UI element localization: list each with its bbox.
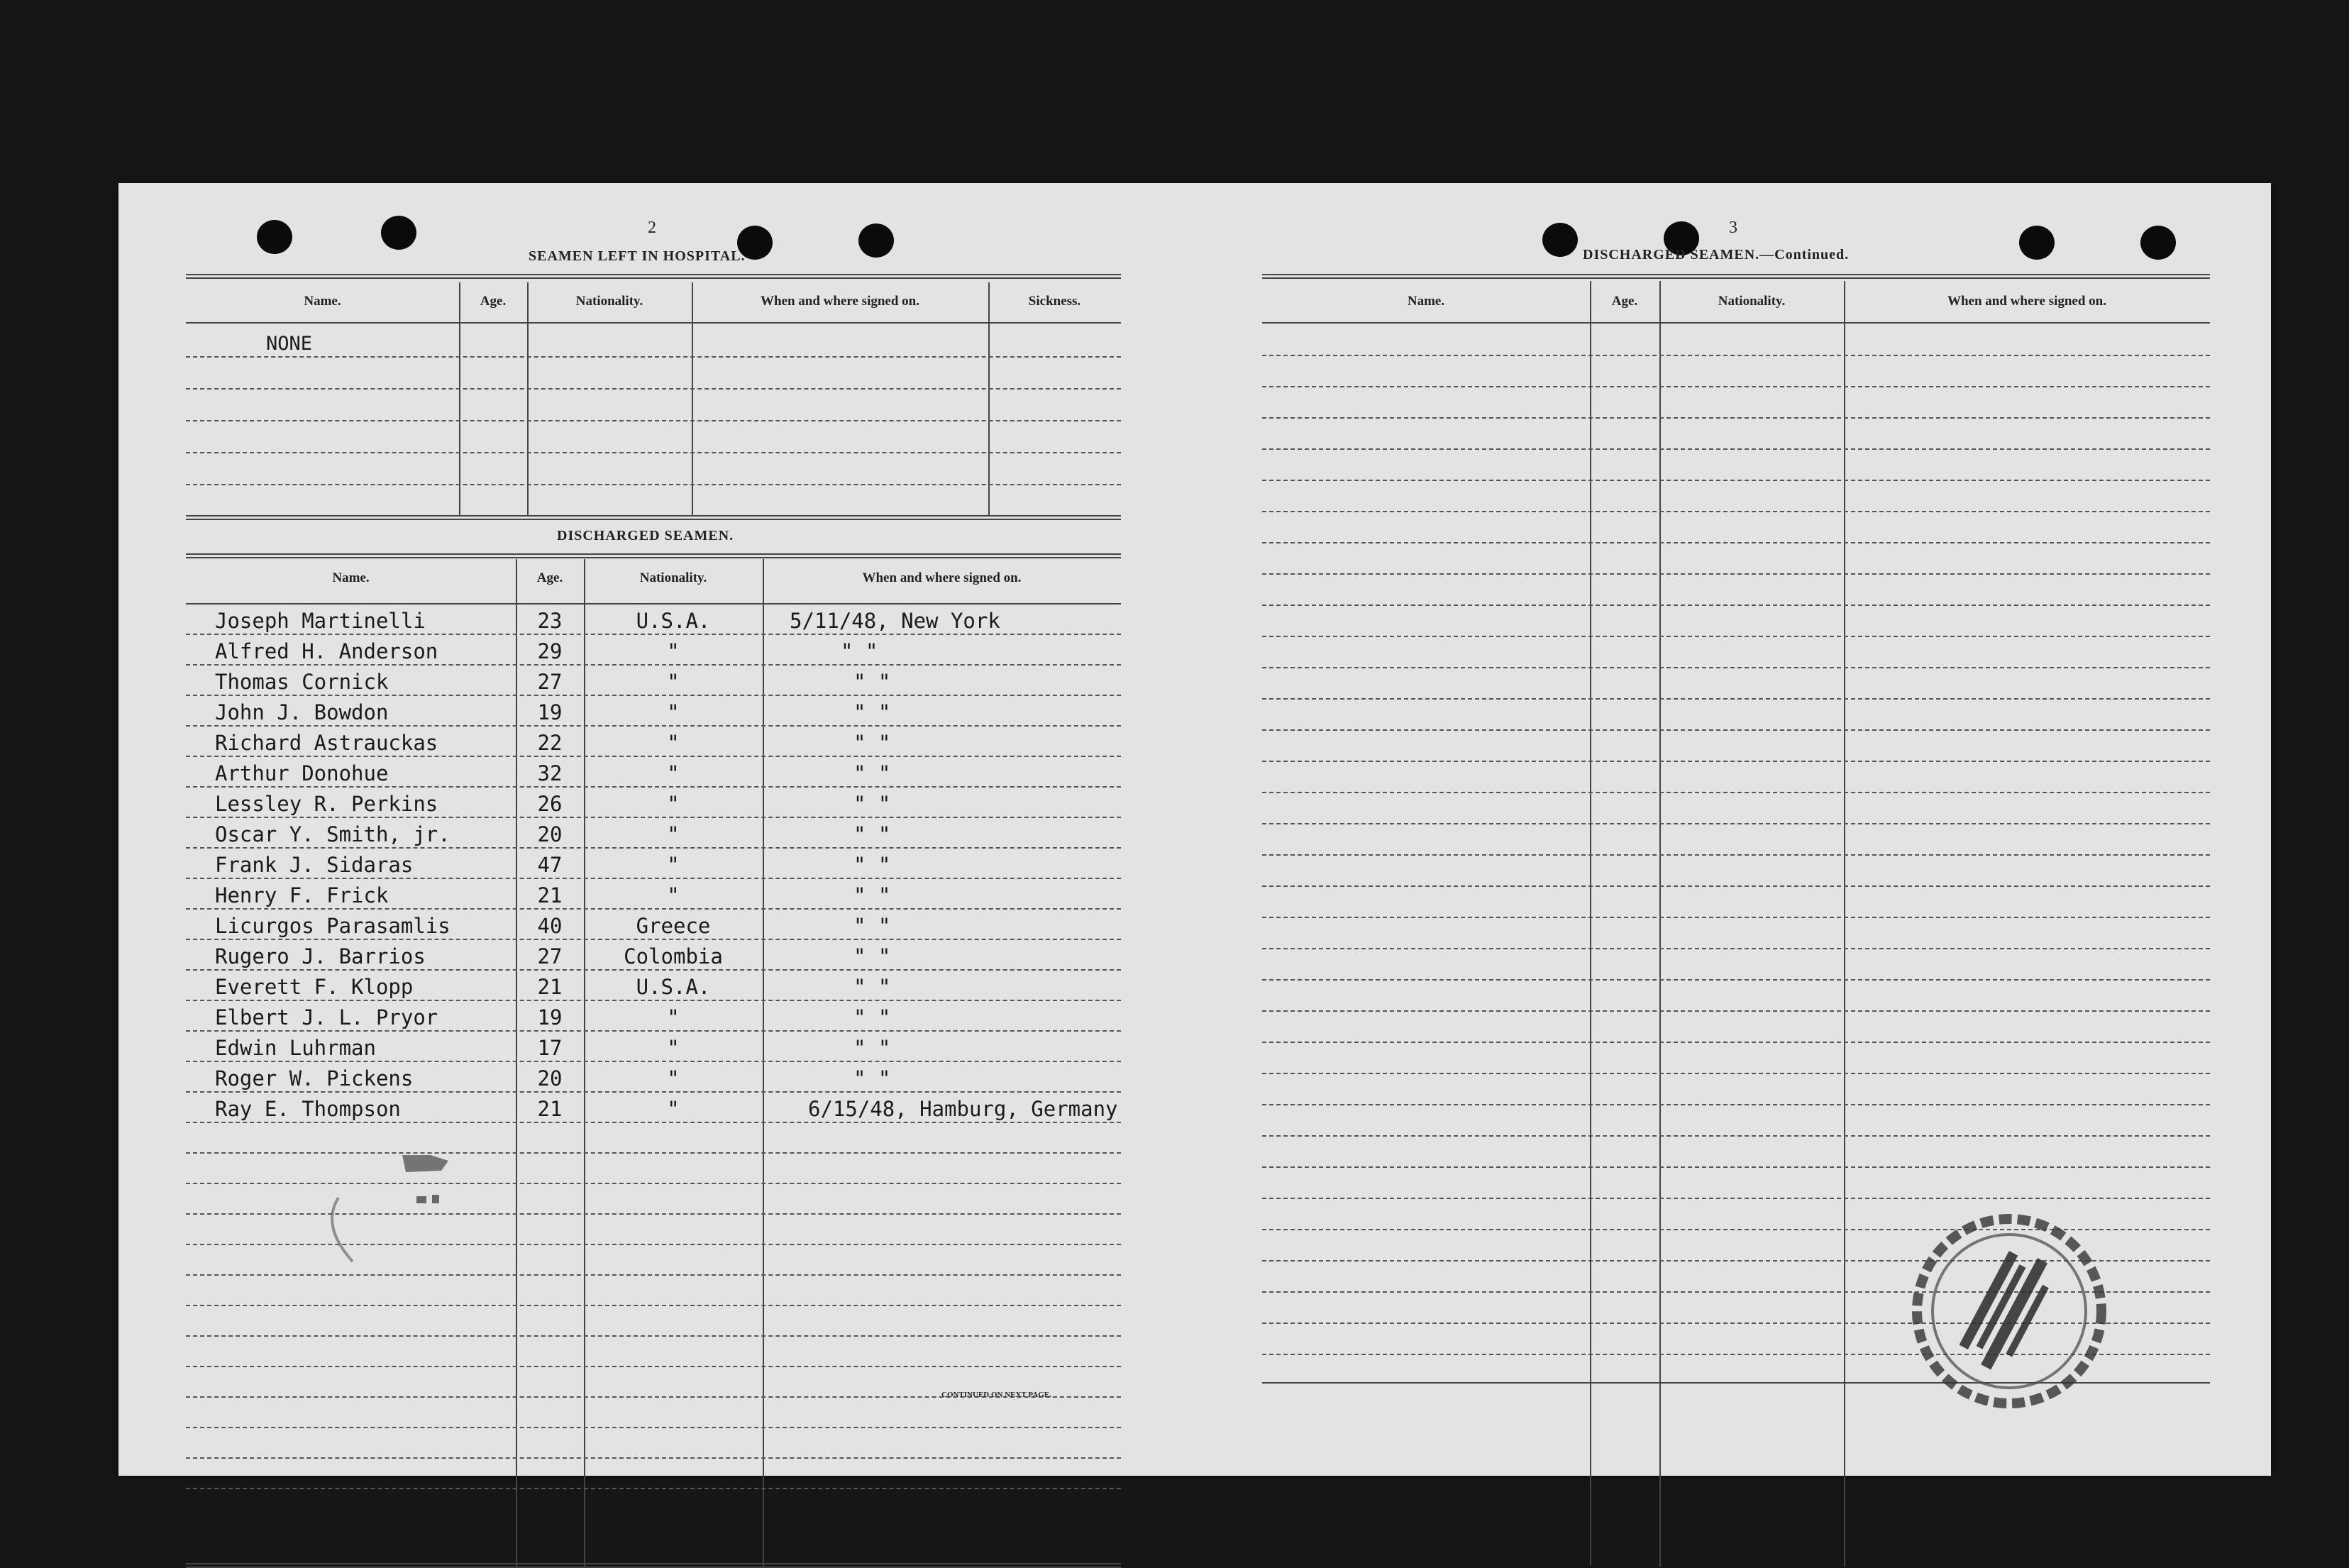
rule [186,1366,1121,1367]
rule [186,1030,1121,1032]
rule [1262,386,2210,387]
punch-hole [1542,223,1578,257]
right-header-age: Age. [1611,294,1638,309]
discharged-header-age: Age. [536,570,563,585]
row-nationality: U.S.A. [636,609,711,633]
column-divider [459,282,460,517]
rule [1262,274,2210,279]
rule [1262,1073,2210,1074]
rule [186,603,1121,604]
column-divider [527,282,529,517]
rule [1262,823,2210,824]
postmark-stamp [1892,1205,2126,1418]
rule [186,1061,1121,1062]
rule [186,1427,1121,1428]
rule [1262,792,2210,793]
rule [186,878,1121,879]
rule [1262,1135,2210,1137]
continued-note: CONTINUED ON NEXT PAGE. [941,1391,1051,1399]
rule [186,1488,1121,1489]
right-header-nationality: Nationality. [1718,294,1786,309]
row-signed-on: " " [853,1005,891,1029]
rule [186,1335,1121,1337]
punch-hole [257,220,292,254]
rule [186,1091,1121,1093]
rule [186,786,1121,788]
right-header-signed-on: When and where signed on. [1947,294,2106,309]
hospital-entry: NONE [266,333,313,355]
rule [1262,322,2210,324]
row-nationality: " [667,1097,680,1121]
row-name: Oscar Y. Smith, jr. [215,822,451,846]
row-signed-on: " " [841,639,878,663]
rule [1262,573,2210,575]
rule [186,664,1121,666]
rule [1262,698,2210,700]
rule [1262,885,2210,887]
rule [1262,604,2210,606]
rule [186,847,1121,849]
hospital-section-title: SEAMEN LEFT IN HOSPITAL. [529,248,746,264]
rule [186,322,1121,324]
row-name: Joseph Martinelli [215,609,426,633]
discharged-header-nationality: Nationality. [639,570,707,585]
row-nationality: " [667,761,680,785]
row-age: 47 [537,853,563,877]
row-signed-on: " " [853,944,891,968]
row-age: 26 [537,792,563,816]
page-number-left: 2 [648,219,656,237]
rule [186,1563,1121,1568]
column-divider [988,282,990,517]
row-name: Frank J. Sidaras [215,853,414,877]
rule [1262,667,2210,668]
rule [1262,1104,2210,1105]
hospital-header-sickness: Sickness. [1028,294,1081,309]
stamp-mark [317,1148,502,1276]
rule [186,939,1121,940]
discharged-header-name: Name. [332,570,370,585]
rule [1262,1198,2210,1199]
hospital-header-age: Age. [480,294,507,309]
rule [186,274,1121,279]
punch-hole [381,216,416,250]
row-signed-on: " " [853,670,891,694]
row-nationality: U.S.A. [636,975,711,999]
column-divider [1659,281,1661,1567]
row-name: Licurgos Parasamlis [215,914,451,938]
row-signed-on: " " [853,914,891,938]
row-nationality: Colombia [624,944,723,968]
row-name: Henry F. Frick [215,883,389,907]
hospital-header-nationality: Nationality. [575,294,643,309]
rule [186,515,1121,520]
rule [186,1000,1121,1001]
rule [186,1122,1121,1123]
row-signed-on: " " [853,1036,891,1060]
row-name: Roger W. Pickens [215,1066,414,1091]
rule [186,756,1121,757]
rule [1262,761,2210,762]
rule [1262,480,2210,481]
rule [1262,854,2210,856]
rule [1262,1042,2210,1043]
row-name: Thomas Cornick [215,670,389,694]
rule [186,1305,1121,1306]
row-nationality: " [667,853,680,877]
row-age: 21 [537,1097,563,1121]
rule [1262,636,2210,637]
row-age: 23 [537,609,563,633]
rule [1262,417,2210,419]
rule [186,969,1121,971]
rule [186,725,1121,727]
row-signed-on: 5/11/48, New York [790,609,1000,633]
page-number-right: 3 [1729,219,1737,237]
row-age: 40 [537,914,563,938]
row-signed-on: " " [853,975,891,999]
row-nationality: " [667,822,680,846]
rule [186,1457,1121,1459]
column-divider [1590,281,1591,1565]
document-sheet [118,183,2271,1476]
rule [1262,355,2210,356]
row-age: 19 [537,1005,563,1029]
rule [1262,542,2210,543]
row-nationality: " [667,731,680,755]
row-signed-on: " " [853,792,891,816]
row-nationality: " [667,883,680,907]
row-signed-on: " " [853,700,891,724]
row-nationality: " [667,639,680,663]
row-signed-on: " " [853,853,891,877]
right-header-name: Name. [1407,294,1445,309]
row-name: Ray E. Thompson [215,1097,401,1121]
rule [186,452,1121,453]
column-divider [1844,281,1845,1567]
punch-hole [2019,226,2055,260]
discharged-section-title: DISCHARGED SEAMEN. [557,528,734,543]
row-age: 27 [537,944,563,968]
rule [186,420,1121,421]
row-name: Elbert J. L. Pryor [215,1005,438,1029]
row-signed-on: " " [853,822,891,846]
row-name: Arthur Donohue [215,761,389,785]
row-signed-on: " " [853,883,891,907]
rule [1262,1010,2210,1012]
rule [186,553,1121,558]
row-nationality: " [667,792,680,816]
row-signed-on: " " [853,1066,891,1091]
row-age: 21 [537,883,563,907]
row-age: 22 [537,731,563,755]
rule [186,634,1121,635]
row-name: Richard Astrauckas [215,731,438,755]
rule [1262,1166,2210,1168]
row-nationality: " [667,1066,680,1091]
rule [186,484,1121,485]
row-name: Rugero J. Barrios [215,944,426,968]
row-name: Edwin Luhrman [215,1036,376,1060]
right-section-title: DISCHARGED SEAMEN.—Continued. [1583,247,1850,263]
rule [186,695,1121,696]
punch-hole [858,223,894,258]
row-name: Everett F. Klopp [215,975,414,999]
hospital-header-name: Name. [304,294,341,309]
row-age: 32 [537,761,563,785]
row-name: Lessley R. Perkins [215,792,438,816]
column-divider [763,559,764,1567]
row-age: 20 [537,822,563,846]
row-nationality: " [667,700,680,724]
discharged-header-signed-on: When and where signed on. [862,570,1022,585]
rule [1262,729,2210,731]
column-divider [692,282,693,517]
row-age: 21 [537,975,563,999]
row-age: 17 [537,1036,563,1060]
row-signed-on: 6/15/48, Hamburg, Germany [808,1097,1118,1121]
row-nationality: " [667,1036,680,1060]
row-age: 29 [537,639,563,663]
rule [186,817,1121,818]
rule [1262,948,2210,949]
row-nationality: " [667,670,680,694]
row-signed-on: " " [853,731,891,755]
punch-hole [2140,226,2176,260]
rule [1262,511,2210,512]
row-name: Alfred H. Anderson [215,639,438,663]
rule [186,356,1121,358]
row-signed-on: " " [853,761,891,785]
row-age: 19 [537,700,563,724]
rule [186,388,1121,390]
hospital-header-signed-on: When and where signed on. [760,294,919,309]
rule [1262,448,2210,450]
rule [1262,917,2210,918]
rule [186,908,1121,910]
row-age: 27 [537,670,563,694]
row-nationality: Greece [636,914,711,938]
row-nationality: " [667,1005,680,1029]
rule [1262,979,2210,981]
row-age: 20 [537,1066,563,1091]
row-name: John J. Bowdon [215,700,389,724]
